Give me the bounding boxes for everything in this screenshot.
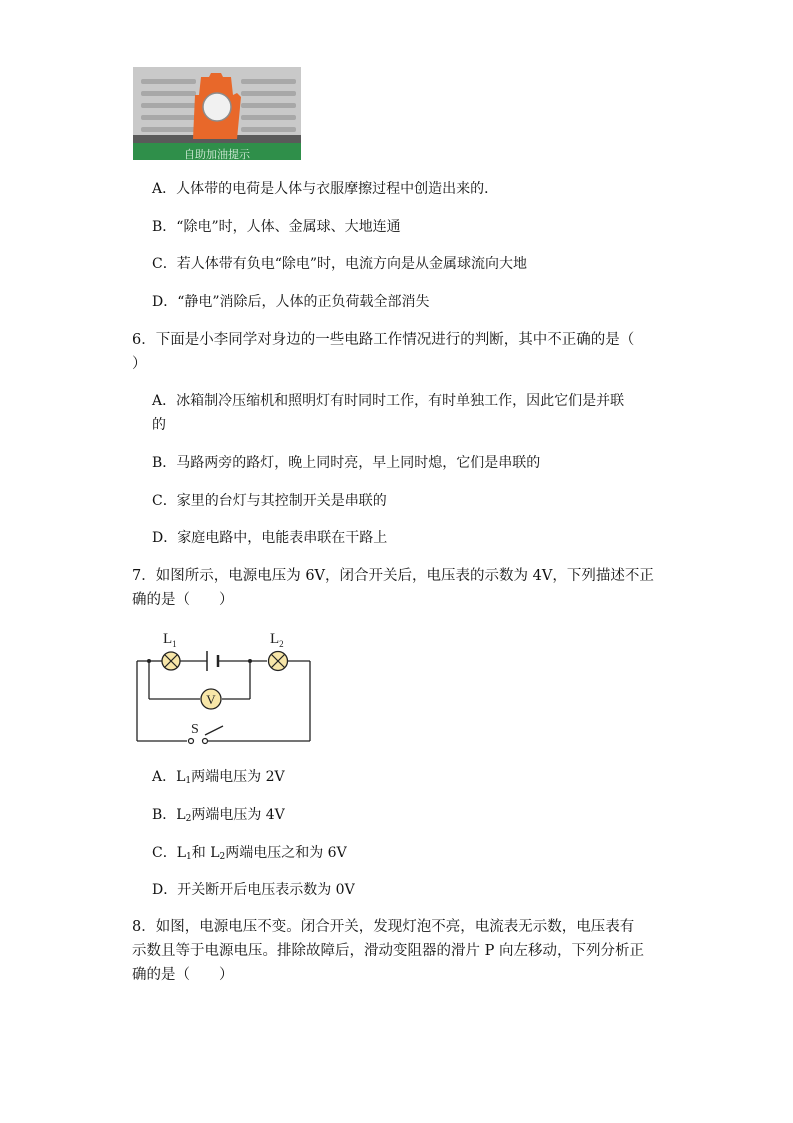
q7-option-d: D．开关断开后电压表示数为 0V — [152, 882, 355, 898]
q8-stem-line2: 示数且等于电源电压。排除故障后，滑动变阻器的滑片 P 向左移动，下列分析正 — [132, 943, 644, 959]
q6-option-c: C．家里的台灯与其控制开关是串联的 — [152, 493, 387, 509]
lamp-l2-label: $L_2$ — [270, 631, 284, 649]
q8-stem-line3: 确的是（ ） — [132, 967, 234, 983]
q6-option-d: D．家庭电路中，电能表串联在干路上 — [152, 530, 388, 546]
q5-option-d: D．“静电”消除后，人体的正负荷载全部消失 — [152, 294, 430, 310]
lamp-l1-icon — [162, 652, 180, 670]
junction-dot — [147, 659, 151, 663]
switch-contact-icon — [203, 739, 208, 744]
q6-option-a-line1: A．冰箱制冷压缩机和照明灯有时同时工作，有时单独工作，因此它们是并联 — [152, 393, 625, 409]
q6-option-b: B．马路两旁的路灯，晚上同时亮，早上同时熄，它们是串联的 — [152, 455, 541, 471]
static-discharge-photo — [133, 67, 301, 160]
q7-option-b: B．$L_2$两端电压为 4V — [152, 807, 285, 824]
lamp-l1-label: $L_1$ — [163, 631, 177, 649]
q5-option-c: C．若人体带有负电“除电”时，电流方向是从金属球流向大地 — [152, 256, 528, 272]
q6-stem-line1: 6．下面是小李同学对身边的一些电路工作情况进行的判断，其中不正确的是（ — [132, 332, 635, 348]
q5-option-b: B．“除电”时，人体、金属球、大地连通 — [152, 219, 401, 235]
q7-option-c: C．$L_1$和 $L_2$两端电压之和为 6V — [152, 845, 347, 862]
q6-stem-line2: ） — [132, 356, 147, 372]
q6-option-a-line2: 的 — [152, 417, 166, 433]
static-discharge-image — [133, 67, 301, 160]
circuit-svg — [125, 625, 325, 750]
lamp-l2-icon — [269, 652, 288, 671]
switch-label: S — [191, 722, 199, 737]
switch-pivot-icon — [189, 739, 194, 744]
q7-circuit-diagram — [125, 625, 325, 750]
voltmeter-label: V — [206, 692, 216, 707]
photo-sign-text: 自助加油提示 — [184, 148, 250, 160]
q7-stem-line2: 确的是（ ） — [132, 592, 234, 608]
q7-option-a: A．$L_1$两端电压为 2V — [152, 769, 285, 786]
q5-option-a: A．人体带的电荷是人体与衣服摩擦过程中创造出来的． — [152, 181, 499, 197]
q8-stem-line1: 8．如图，电源电压不变。闭合开关，发现灯泡不亮，电流表无示数，电压表有 — [132, 919, 635, 935]
junction-dot — [248, 659, 252, 663]
q7-stem-line1: 7．如图所示，电源电压为 6V，闭合开关后，电压表的示数为 4V，下列描述不正 — [132, 568, 654, 584]
